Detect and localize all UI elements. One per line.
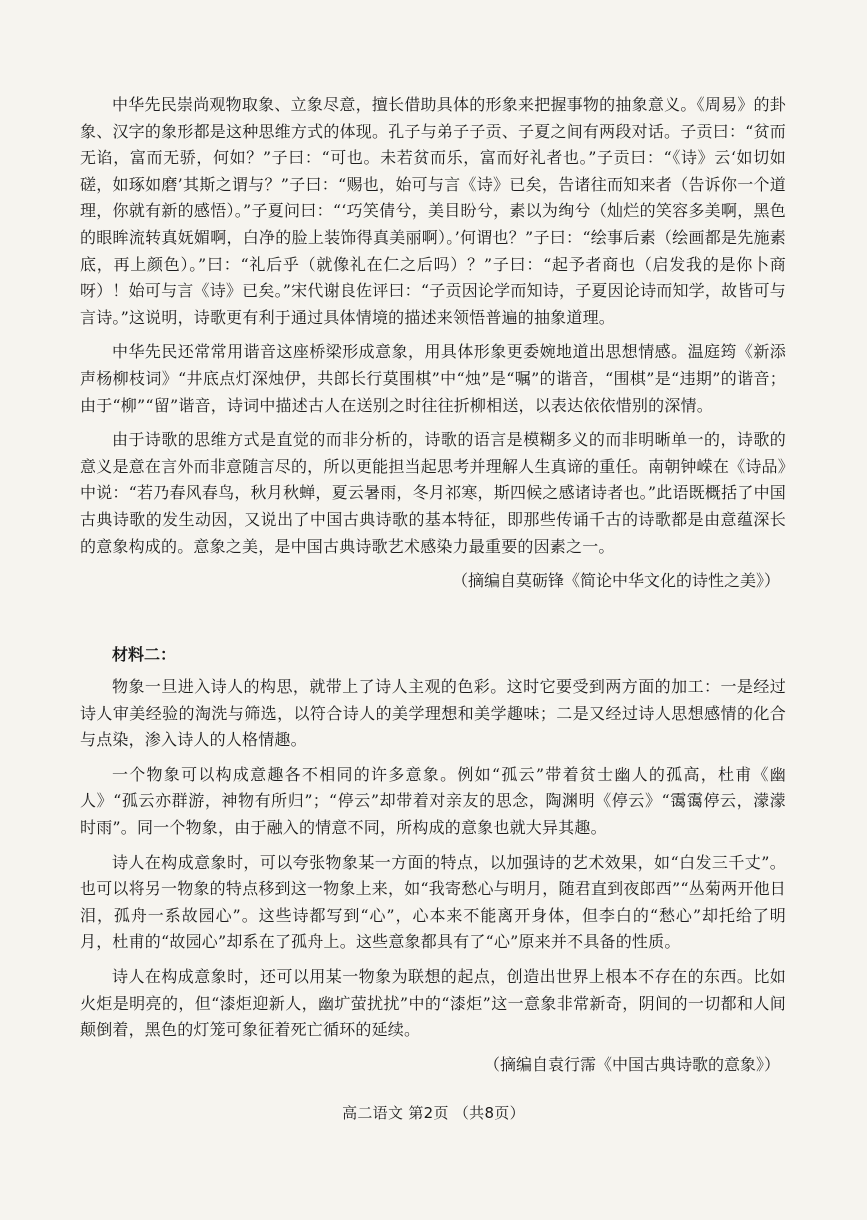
- material-two-paragraph-4: 诗人在构成意象时，还可以用某一物象为联想的起点，创造出世界上根本不存在的东西。比如火炬是明亮的，但“漆炬迎新人，幽圹萤扰扰”中的“漆炬”这一意象非常新奇，阴间的一切都和人间颠倒着，黑色的灯笼可象征着死亡循环的延续。: [80, 966, 786, 1040]
- material-one: [80, 92, 786, 594]
- material-two-paragraph-2: 一个物象可以构成意趣各不相同的许多意象。例如“孤云”带着贫士幽人的孤高，杜甫《幽人》“孤云亦群游，神物有所归”；“停云”却带着对亲友的思念，陶渊明《停云》“霭霭停云，濛濛时雨”。同一个物象，由于融入的情意不同，所构成的意象也就大异其趣。: [80, 764, 786, 837]
- material-two-paragraph-3: 诗人在构成意象时，可以夸张物象某一方面的特点，以加强诗的艺术效果，如“白发三千丈”。也可以将另一物象的特点移到这一物象上来，如“我寄愁心与明月，随君直到夜郎西”“丛菊两开他日泪，孤舟一系故园心”。这些诗都写到“心”，心本来不能离开身体，但李白的“愁心”却托给了明月，杜甫的“故园心”却系在了孤舟上。这些意象都具有了“心”原来并不具备的性质。: [80, 852, 786, 952]
- material-two-paragraph-1: 物象一旦进入诗人的构思，就带上了诗人主观的色彩。这时它要受到两方面的加工：一是经过诗人审美经验的淘洗与筛选，以符合诗人的美学理想和美学趣味；二是又经过诗人思想感情的化合与点染，渗入诗人的人格情趣。: [80, 677, 786, 750]
- material-one-source: （摘编自莫砺锋《简论中华文化的诗性之美》）: [451, 571, 780, 591]
- material-one-paragraph-1: 中华先民崇尚观物取象、立象尽意，擅长借助具体的形象来把握事物的抽象意义。《周易》的卦象、汉字的象形都是这种思维方式的体现。孔子与弟子子贡、子夏之间有两段对话。子贡曰：“贫而无谄，富而无骄，何如？”子曰：“可也。未若贫而乐，富而好礼者也。”子贡曰：“《诗》云‘如切如磋，如琢如磨’其斯之谓与？”子曰：“赐也，始可与言《诗》已矣，告诸往而知来者（告诉你一个道理，你就有新的感悟）。”子夏问曰：“‘巧笑倩兮，美目盼兮，素以为绚兮（灿烂的笑容多美啊，黑色的眼眸流转真妩媚啊，白净的脸上装饰得真美丽啊）。’何谓也？”子曰：“绘事后素（绘画都是先施素底，再上颜色）。”曰：“礼后乎（就像礼在仁之后吗）？”子曰：“起予者商也（启发我的是你卜商呀）！始可与言《诗》已矣。”宋代谢良佐评曰：“子贡因论学而知诗，子夏因论诗而知学，故皆可与言诗。”这说明，诗歌更有利于通过具体情境的描述来领悟普遍的抽象道理。: [80, 95, 786, 327]
- material-two-source: （摘编自袁行霈《中国古典诗歌的意象》）: [483, 1054, 780, 1074]
- material-two-title: 材料二：: [112, 645, 177, 664]
- material-one-paragraph-2: 中华先民还常常用谐音这座桥梁形成意象，用具体形象更委婉地道出思想情感。温庭筠《新添声杨柳枝词》“井底点灯深烛伊，共郎长行莫围棋”中“烛”是“嘱”的谐音，“围棋”是“违期”的谐音；由于“柳”“留”谐音，诗词中描述古人在送别之时往往折柳相送，以表达依依惜别的深情。: [80, 342, 786, 415]
- material-two: [80, 642, 786, 1078]
- page-footer: 高二语文 第2页 （共8页）: [342, 1104, 525, 1122]
- material-one-paragraph-3: 由于诗歌的思维方式是直觉的而非分析的，诗歌的语言是模糊多义的而非明晰单一的，诗歌的意义是意在言外而非意随言尽的，所以更能担当起思考并理解人生真谛的重任。南朝钟嵘在《诗品》中说：“若乃春风春鸟，秋月秋蝉，夏云暑雨，冬月祁寒，斯四候之感诸诗者也。”此语既概括了中国古典诗歌的发生动因，又说出了中国古典诗歌的基本特征，即那些传诵千古的诗歌都是由意蕴深长的意象构成的。意象之美，是中国古典诗歌艺术感染力最重要的因素之一。: [80, 430, 786, 556]
